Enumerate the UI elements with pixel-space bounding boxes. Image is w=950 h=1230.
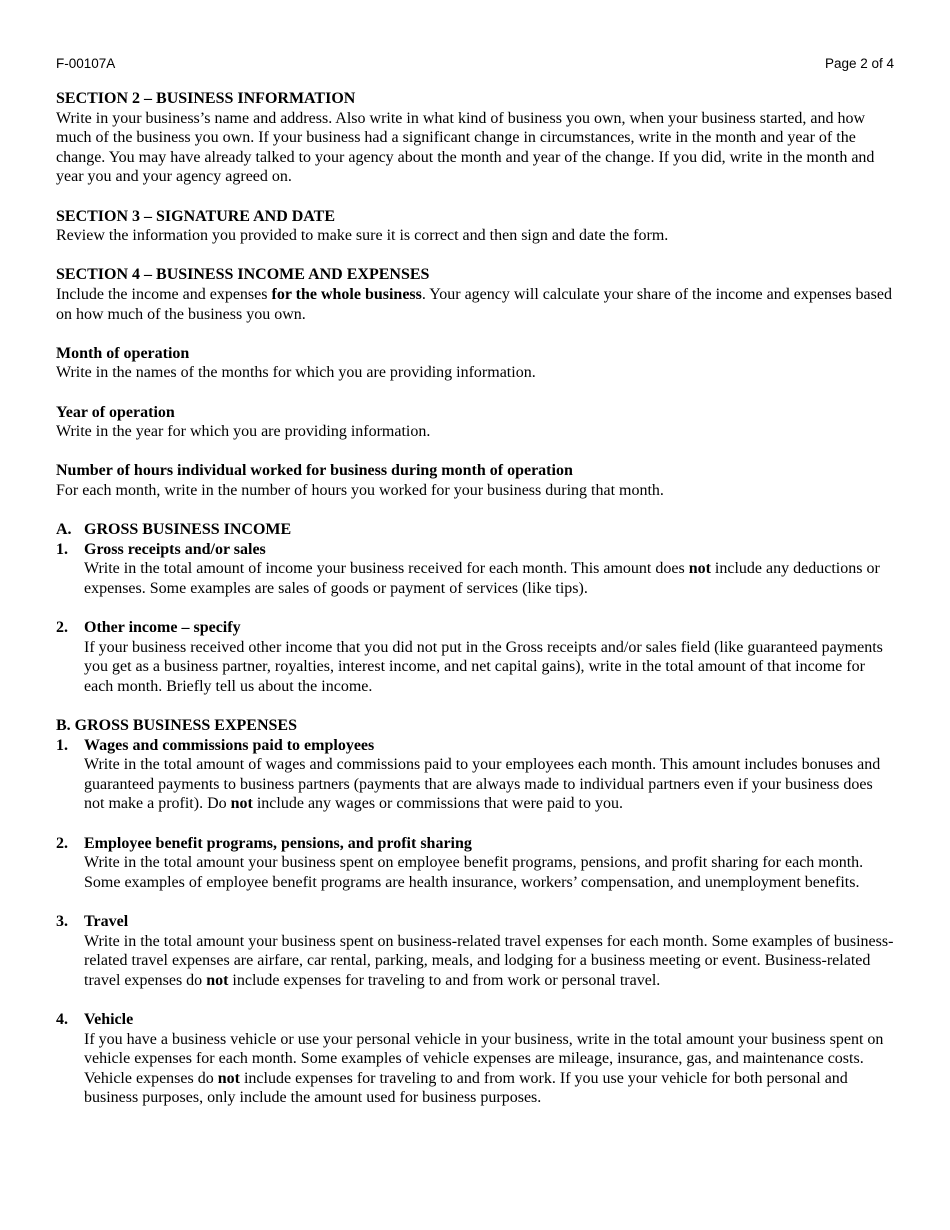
month-title: Month of operation	[56, 344, 190, 362]
section-2-text: Write in your business’s name and address. Also write in what kind of business you own, when your business started, and how much of the business you own. If your business had a significant change in circumstances, write in the month and year of the change. You may have already talked to your agency about the month and year of the change. If you did, write in the month and year you and your agency agreed on.	[56, 109, 875, 186]
expense-item-4-bold: not	[217, 1069, 240, 1087]
expense-item-4-num: 4.	[56, 1010, 68, 1028]
section-4-text	[56, 285, 896, 324]
income-item-2-num: 2.	[56, 619, 68, 637]
section-3-title: SECTION 3 – SIGNATURE AND DATE	[56, 207, 336, 225]
gross-expenses-title: B. GROSS BUSINESS EXPENSES	[56, 717, 297, 734]
expense-item-2-num: 2.	[56, 834, 68, 852]
income-item-2-title: Other income – specify	[84, 619, 241, 637]
expense-item-3-text-a: Write in the total amount your business spent on business-related travel expenses for each month. Some examples of business-related travel expenses are airfare, car rental, parking, meals, and lodging for a business meeting or event. Business-related travel expenses do	[84, 932, 894, 989]
expense-item-3-num: 3.	[56, 912, 68, 930]
income-item-1-text	[84, 559, 896, 598]
year-title: Year of operation	[56, 403, 175, 421]
expense-item-3-bold: not	[206, 971, 229, 989]
expense-item-3-title: Travel	[84, 912, 129, 930]
section-4-text-b: . Your agency will calculate your share of the income and expenses based on how much of the business you own.	[56, 285, 892, 323]
income-item-1	[56, 540, 896, 599]
income-item-1-text-b: include any deductions or expenses. Some examples are sales of goods or payment of services (like tips).	[84, 560, 880, 597]
expense-item-1-text	[84, 755, 896, 814]
expense-item-4-text-b: include expenses for traveling to and from work. If you use your vehicle for both personal and business purposes, only include the amount used for business purposes.	[84, 1069, 848, 1107]
page-header	[56, 56, 894, 71]
income-item-1-bold: not	[688, 560, 711, 578]
document-body	[56, 89, 896, 1127]
section-2	[56, 89, 896, 187]
hours-title: Number of hours individual worked for business during month of operation	[56, 462, 573, 480]
month-of-operation	[56, 344, 896, 383]
income-item-1-text-a: Write in the total amount of income your business received for each month. This amount does	[84, 560, 689, 578]
expense-item-1-text-a: Write in the total amount of wages and commissions paid to your employees each month. This amount includes bonuses and guaranteed payments to business partners (payments that are always made to individual partners even if your business does not make a profit). Do	[84, 756, 881, 813]
gross-income-heading	[56, 520, 896, 540]
form-id: F-00107A	[56, 56, 116, 71]
year-text: Write in the year for which you are providing information.	[56, 423, 431, 441]
expense-item-1-bold: not	[230, 795, 253, 813]
income-item-1-title: Gross receipts and/or sales	[84, 540, 266, 558]
section-4-title: SECTION 4 – BUSINESS INCOME AND EXPENSES	[56, 266, 430, 284]
hours-worked	[56, 461, 896, 500]
section-3	[56, 207, 896, 246]
expense-item-4-text-a: If you have a business vehicle or use your personal vehicle in your business, write in the total amount your business spent on vehicle expenses for each month. Some examples of vehicle expenses are mileage, insurance, gas, and maintenance costs. Vehicle expenses do	[84, 1030, 884, 1087]
expense-item-3-text-b: include expenses for traveling to and from work or personal travel.	[228, 971, 661, 989]
expense-item-1-title: Wages and commissions paid to employees	[84, 736, 375, 754]
expense-item-2-title: Employee benefit programs, pensions, and profit sharing	[84, 834, 472, 852]
expense-item-1-num: 1.	[56, 736, 68, 754]
expense-item-2	[56, 834, 896, 893]
expense-item-1-text-b: include any wages or commissions that were paid to you.	[252, 795, 623, 813]
section-4-text-bold: for the whole business	[271, 285, 422, 303]
gross-income-title: GROSS BUSINESS INCOME	[84, 521, 292, 539]
gross-income-letter: A.	[56, 521, 72, 539]
month-text: Write in the names of the months for which you are providing information.	[56, 364, 536, 382]
section-3-text: Review the information you provided to make sure it is correct and then sign and date the form.	[56, 227, 669, 245]
hours-text: For each month, write in the number of hours you worked for your business during that month.	[56, 481, 664, 499]
section-4-text-a: Include the income and expenses	[56, 285, 272, 303]
section-2-title: SECTION 2 – BUSINESS INFORMATION	[56, 90, 356, 107]
expense-item-1	[56, 736, 896, 814]
expense-item-4	[56, 1010, 896, 1108]
expense-item-4-text	[84, 1030, 896, 1108]
page-number: Page 2 of 4	[824, 56, 894, 71]
income-item-1-num: 1.	[56, 540, 68, 558]
expense-item-3-text	[84, 932, 896, 991]
year-of-operation	[56, 403, 896, 442]
expense-item-4-title: Vehicle	[84, 1010, 134, 1028]
income-item-2	[56, 618, 896, 696]
expense-item-2-text: Write in the total amount your business spent on employee benefit programs, pensions, and profit sharing for each month. Some examples of employee benefit programs are health insurance, workers’ compensation, and unemployment benefits.	[84, 854, 864, 891]
section-4	[56, 265, 896, 324]
income-item-2-text: If your business received other income that you did not put in the Gross receipts and/or sales field (like guaranteed payments you get as a business partner, royalties, interest income, and net capital gains), write in the total amount of that income for each month. Briefly tell us about the income.	[84, 638, 883, 695]
expense-item-3	[56, 912, 896, 990]
